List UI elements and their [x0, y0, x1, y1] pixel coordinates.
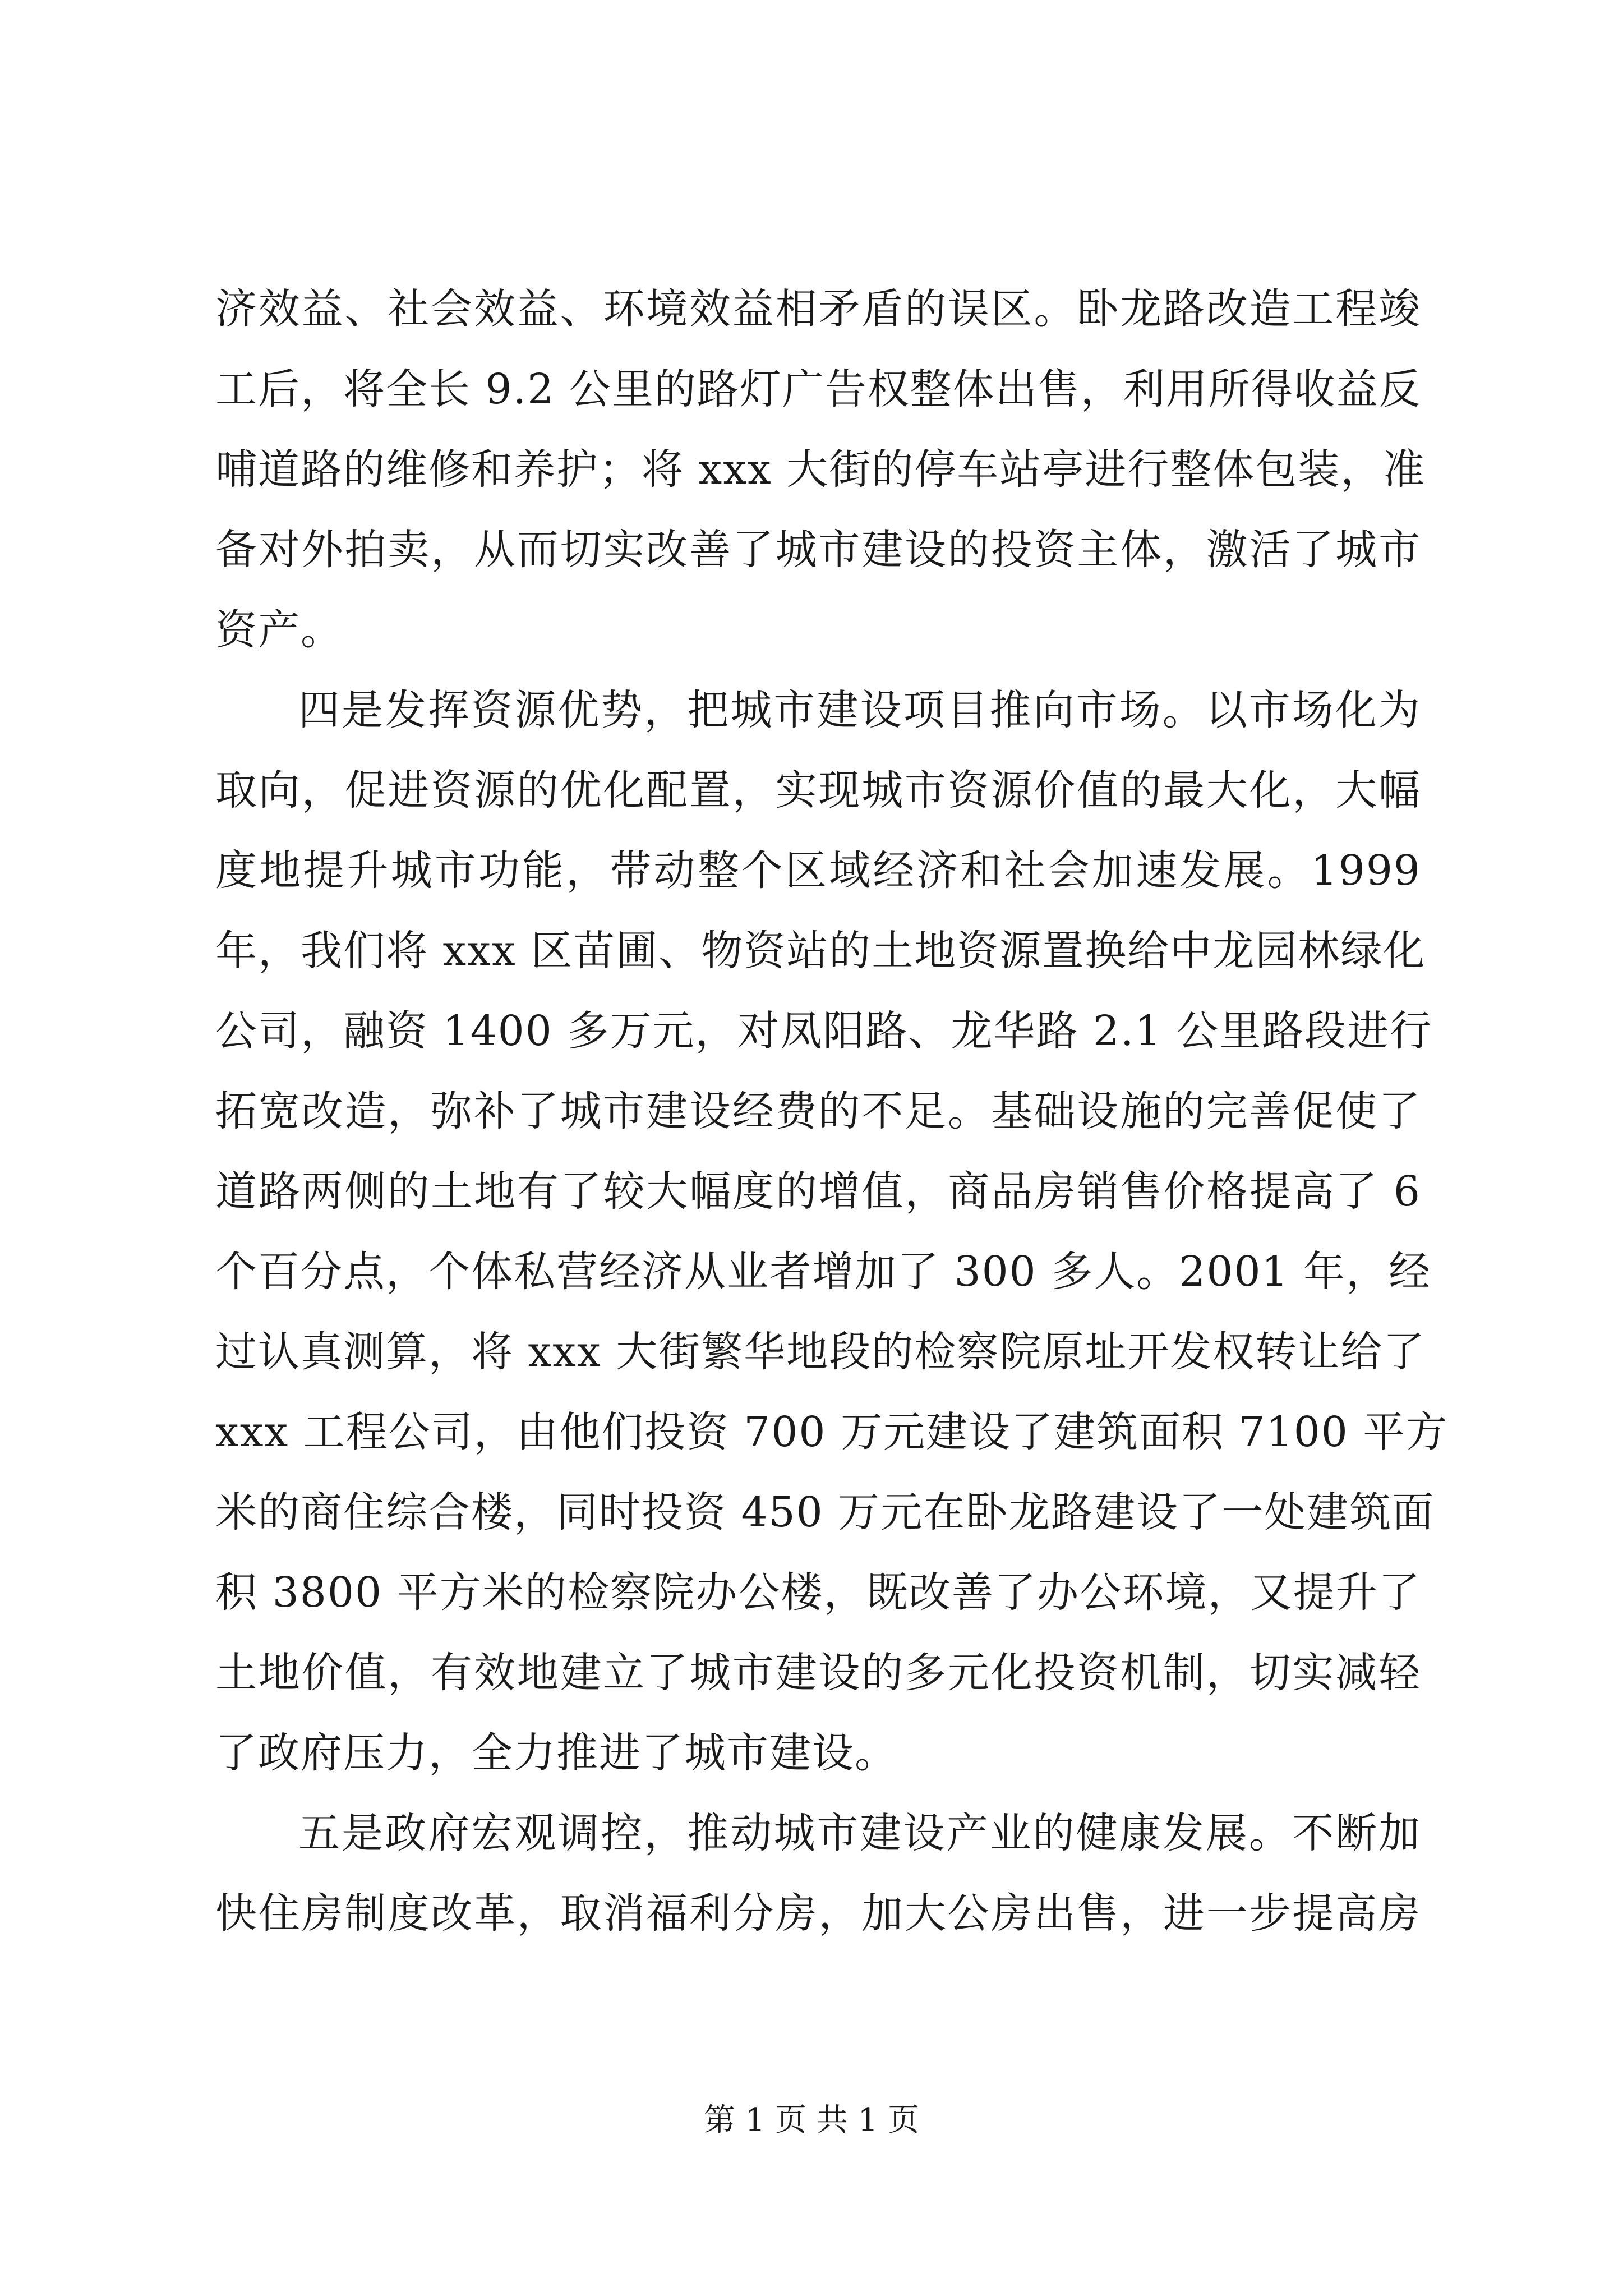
text-line: 个百分点，个体私营经济从业者增加了 300 多人。2001 年，经 [215, 1248, 1432, 1296]
text-line: 快住房制度改革，取消福利分房，加大公房出售，进一步提高房 [215, 1889, 1421, 1938]
text-line: 资产。 [215, 606, 343, 654]
text-line: 土地价值，有效地建立了城市建设的多元化投资机制，切实减轻 [215, 1649, 1421, 1697]
text-line: 五是政府宏观调控，推动城市建设产业的健康发展。不断加 [298, 1809, 1421, 1857]
text-line: 公司，融资 1400 多万元，对凤阳路、龙华路 2.1 公里路段进行 [215, 1007, 1433, 1055]
text-line: 了政府压力，全力推进了城市建设。 [215, 1729, 897, 1777]
text-line: 道路两侧的土地有了较大幅度的增值，商品房销售价格提高了 6 [215, 1167, 1421, 1216]
page-footer: 第 1 页 共 1 页 [703, 2102, 920, 2138]
text-line: 拓宽改造，弥补了城市建设经费的不足。基础设施的完善促使了 [215, 1087, 1421, 1135]
text-line: 济效益、社会效益、环境效益相矛盾的误区。卧龙路改造工程竣 [215, 285, 1421, 333]
text-line: 四是发挥资源优势，把城市建设项目推向市场。以市场化为 [298, 686, 1421, 734]
text-line: 备对外拍卖，从而切实改善了城市建设的投资主体，激活了城市 [215, 526, 1421, 574]
text-line: xxx 工程公司，由他们投资 700 万元建设了建筑面积 7100 平方 [215, 1408, 1449, 1456]
text-line: 积 3800 平方米的检察院办公楼，既改善了办公环境，又提升了 [215, 1568, 1421, 1617]
text-line: 哺道路的维修和养护；将 xxx 大街的停车站亭进行整体包装，准 [215, 445, 1426, 494]
text-line: 过认真测算，将 xxx 大街繁华地段的检察院原址开发权转让给了 [215, 1328, 1426, 1376]
body-text [215, 269, 1449, 1954]
text-line: 度地提升城市功能，带动整个区域经济和社会加速发展。1999 [215, 846, 1421, 895]
text-line: 年，我们将 xxx 区苗圃、物资站的土地资源置换给中龙园林绿化 [215, 927, 1426, 975]
text-line: 取向，促进资源的优化配置，实现城市资源价值的最大化，大幅 [215, 766, 1421, 815]
text-line: 工后，将全长 9.2 公里的路灯广告权整体出售，利用所得收益反 [215, 365, 1422, 413]
text-line: 米的商住综合楼，同时投资 450 万元在卧龙路建设了一处建筑面 [215, 1488, 1435, 1536]
